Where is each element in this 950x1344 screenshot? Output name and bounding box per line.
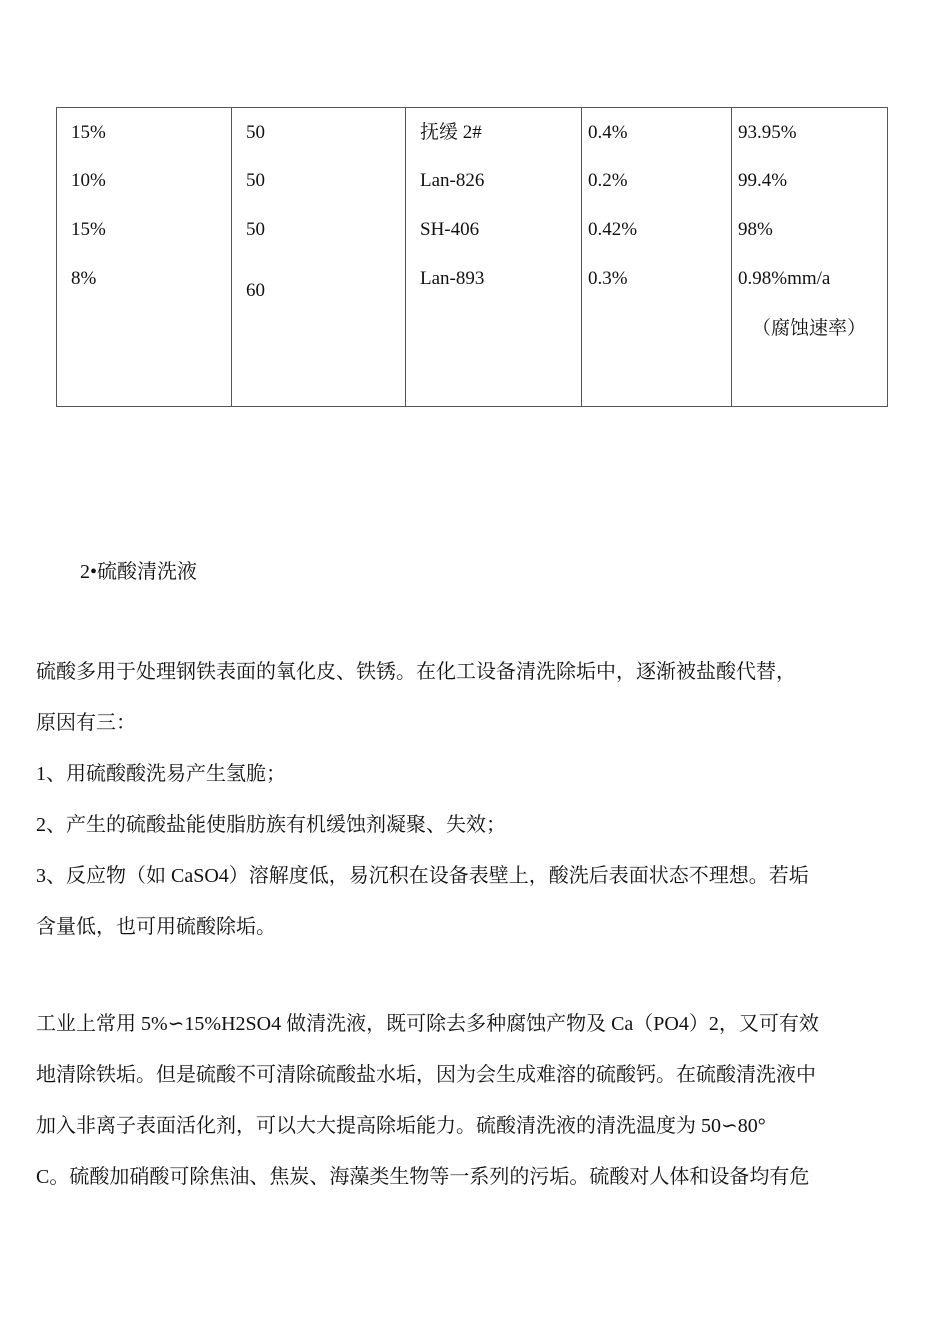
table-cell: 50	[246, 219, 265, 240]
table-cell: 98%	[738, 219, 773, 240]
paragraph-line: 含量低，也可用硫酸除垢。	[36, 916, 276, 938]
table-cell: 60	[246, 280, 265, 301]
table-cell-note: （腐蚀速率）	[752, 318, 867, 339]
paragraph-line: 3、反应物（如 CaSO4）溶解度低，易沉积在设备表壁上，酸洗后表面状态不理想。若垢	[36, 865, 809, 887]
paragraph-line: 硫酸多用于处理钢铁表面的氧化皮、铁锈。在化工设备清洗除垢中，逐渐被盐酸代替，	[36, 661, 796, 683]
table-cell: 0.98%mm/a	[738, 268, 831, 289]
table-cell: SH-406	[420, 219, 480, 240]
paragraph-line: 1、用硫酸酸洗易产生氢脆；	[36, 763, 286, 785]
table-column-concentration	[57, 108, 232, 406]
table-cell: 8%	[71, 268, 97, 289]
table-cell: Lan-826	[420, 170, 485, 191]
paragraph-line: C。硫酸加硝酸可除焦油、焦炭、海藻类生物等一系列的污垢。硫酸对人体和设备均有危	[36, 1166, 810, 1188]
table-column-dosage	[582, 108, 732, 406]
paragraph-line: 加入非离子表面活化剂，可以大大提高除垢能力。硫酸清洗液的清洗温度为 50∽80°	[36, 1115, 766, 1137]
table-cell: 抚缓 2#	[420, 122, 482, 143]
paragraph-line: 工业上常用 5%∽15%H2SO4 做清洗液，既可除去多种腐蚀产物及 Ca（PO4）2，又可有效	[36, 1013, 819, 1035]
table-cell: 10%	[71, 170, 106, 191]
paragraph-sulfuric-acid-uses	[36, 658, 916, 964]
table-cell: 0.4%	[588, 122, 628, 143]
table-cell: 0.42%	[588, 219, 638, 240]
table-cell: 99.4%	[738, 170, 788, 191]
paragraph-industrial-use	[36, 1010, 916, 1214]
table-cell: 0.2%	[588, 170, 628, 191]
table-cell: 93.95%	[738, 122, 797, 143]
data-table	[56, 107, 888, 407]
table-column-inhibitor	[406, 108, 582, 406]
table-column-temperature	[232, 108, 406, 406]
paragraph-line: 原因有三：	[36, 712, 136, 734]
table-cell: 15%	[71, 122, 106, 143]
paragraph-line: 2、产生的硫酸盐能使脂肪族有机缓蚀剂凝聚、失效；	[36, 814, 506, 836]
paragraph-line: 地清除铁垢。但是硫酸不可清除硫酸盐水垢，因为会生成难溶的硫酸钙。在硫酸清洗液中	[36, 1064, 816, 1086]
table-cell: 50	[246, 122, 265, 143]
section-heading: 2•硫酸清洗液	[80, 561, 198, 583]
table-cell: 50	[246, 170, 265, 191]
table-cell: 0.3%	[588, 268, 628, 289]
table-column-efficiency	[732, 108, 887, 406]
table-cell: 15%	[71, 219, 106, 240]
table-cell: Lan-893	[420, 268, 485, 289]
